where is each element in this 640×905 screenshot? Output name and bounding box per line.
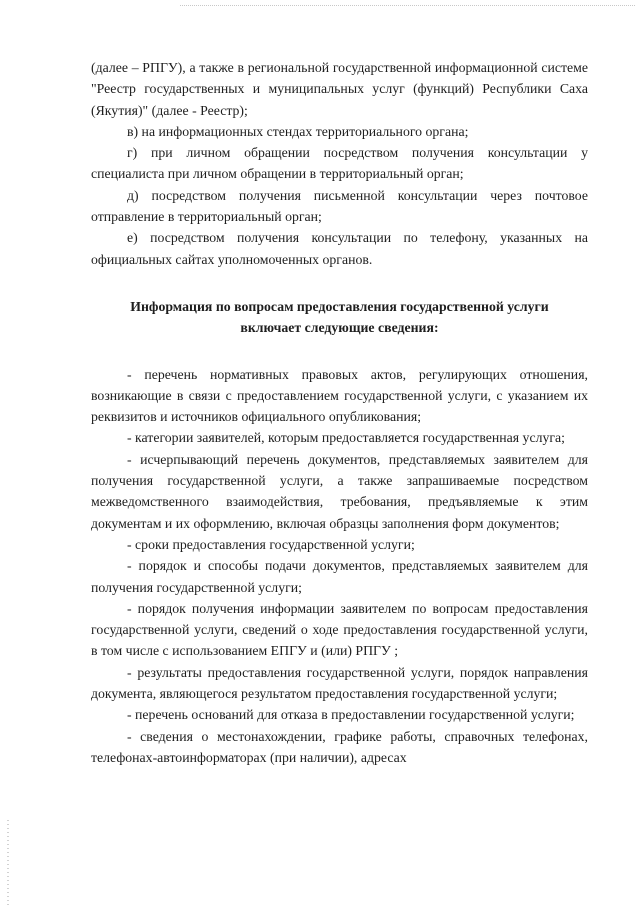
- intro-item-g: г) при личном обращении посредством получения консультации у специалиста при личном обращении в территориальный орган;: [91, 145, 588, 182]
- section-heading-line-2: включает следующие сведения:: [240, 320, 439, 336]
- list-item: - порядок и способы подачи документов, представляемых заявителем для получения государственной услуги;: [91, 558, 588, 595]
- list-item: - перечень нормативных правовых актов, регулирующих отношения, возникающие в связи с предоставлением государственной услуги, с указанием их реквизитов и источников официального опубликования;: [91, 366, 588, 425]
- section-heading: [91, 296, 588, 339]
- list-item: - порядок получения информации заявителем по вопросам предоставления государственной услуги, сведений о ходе предоставления государственной услуги, в том числе с использованием ЕПГУ и (или) РПГУ ;: [91, 600, 588, 659]
- scan-top-edge: [180, 5, 635, 6]
- intro-paragraph-continuation: (далее – РПГУ), а также в региональной государственной информационной системе "Реестр государственных и муниципальных услуг (функций) Республики Саха (Якутия)" (далее - Реестр);: [91, 60, 588, 118]
- list-item: - категории заявителей, которым предоставляется государственная услуга;: [127, 430, 565, 446]
- intro-item-v: в) на информационных стендах территориального органа;: [127, 123, 469, 139]
- list-item: - результаты предоставления государственной услуги, порядок направления документа, являющегося результатом предоставления государственной услуги;: [91, 664, 588, 702]
- list-item: - сроки предоставления государственной услуги;: [127, 536, 415, 552]
- scan-margin-marks: [7, 820, 9, 905]
- list-item: - перечень оснований для отказа в предоставлении государственной услуги;: [127, 707, 575, 723]
- document-page: [91, 57, 588, 768]
- list-item: - исчерпывающий перечень документов, представляемых заявителем для получения государственной услуги, а также запрашиваемые посредством межведомственного взаимодействия, требования, предъявляемые к этим документам и их оформлению, включая образцы заполнения форм документов;: [91, 451, 588, 531]
- list-item: - сведения о местонахождении, графике работы, справочных телефонах, телефонах-автоинформаторах (при наличии), адресах: [91, 728, 588, 765]
- intro-item-d: д) посредством получения письменной консультации через почтовое отправление в территориальный орган;: [91, 187, 588, 225]
- intro-item-e: е) посредством получения консультации по телефону, указанных на официальных сайтах уполномоченных органов.: [91, 230, 588, 267]
- section-heading-line-1: Информация по вопросам предоставления государственной услуги: [130, 298, 549, 314]
